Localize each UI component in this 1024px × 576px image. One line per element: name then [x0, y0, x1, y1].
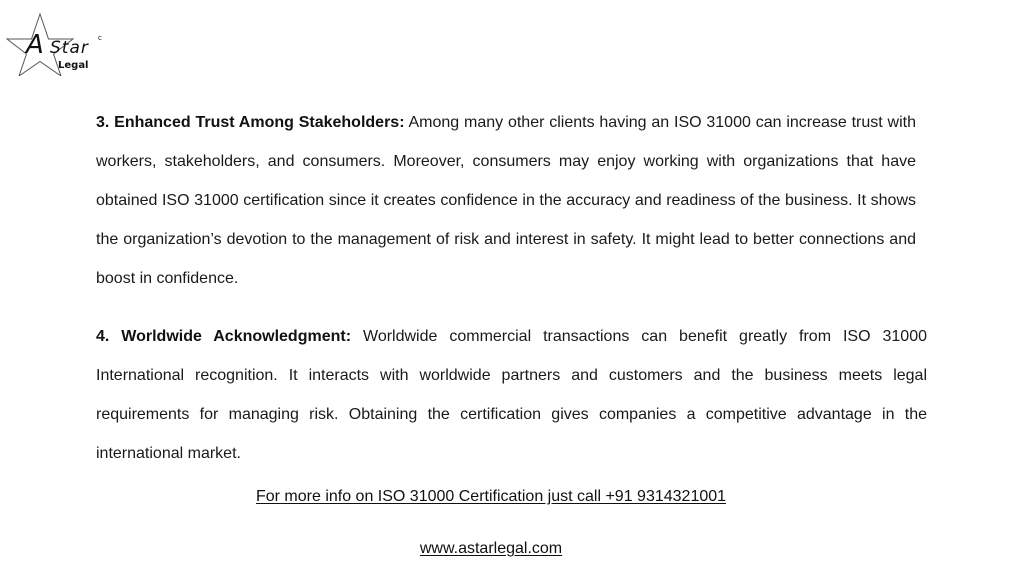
company-logo: [6, 12, 106, 76]
logo-subtitle: Legal: [58, 60, 89, 71]
section-body: Among many other clients having an ISO 31000 can increase trust with workers, stakeholders, and consumers. Moreover, consumers may enjoy working with organizations that have obtained ISO 31000 certification since it creates confidence in the accuracy and readiness of the business. It shows the organization’s devotion to the management of risk and interest in safety. It might lead to better connections and boost in confidence.: [96, 114, 917, 287]
website-link[interactable]: www.astarlegal.com: [419, 540, 563, 557]
logo-letter: A: [26, 30, 44, 60]
section-heading: 3. Enhanced Trust Among Stakeholders:: [96, 114, 405, 131]
section-body: Worldwide commercial transactions can benefit greatly from ISO 31000 International recognition. It interacts with worldwide partners and customers and the business meets legal requirements for managing risk. Obtaining the certification gives companies a competitive advantage in the international market.: [96, 328, 927, 462]
call-info-link[interactable]: For more info on ISO 31000 Certification just call +91 9314321001: [255, 488, 727, 505]
logo-copyright-mark: c: [98, 34, 102, 42]
logo-word: Star: [50, 38, 89, 58]
section-worldwide-acknowledgment: [96, 317, 927, 473]
section-heading: 4. Worldwide Acknowledgment:: [96, 328, 352, 345]
section-enhanced-trust: [96, 103, 916, 298]
